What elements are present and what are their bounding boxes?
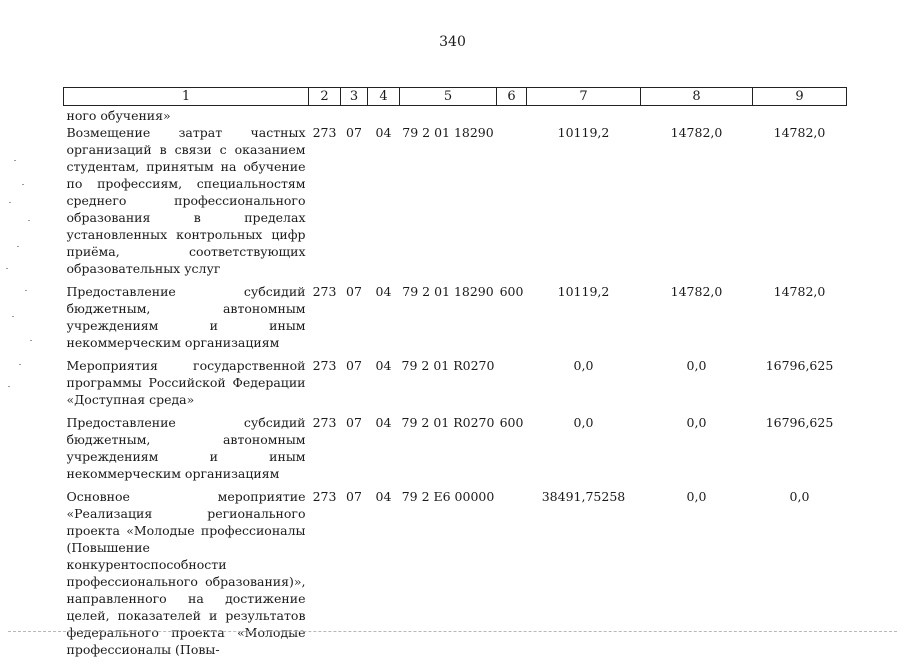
row-target-article: 79 2 01 R0270 [401, 358, 495, 373]
row-subsection-code: 04 [375, 415, 392, 430]
row-section-code: 07 [346, 415, 362, 430]
row-name: Предоставление субсидий бюджетным, автономным учреждениям и иным некоммерческим организациям [66, 415, 306, 481]
header-col-2: 2 [309, 88, 341, 106]
row-expense-type [497, 488, 527, 664]
row-amount-col8: 0,0 [686, 489, 707, 504]
row-expense-type: 600 [499, 284, 524, 299]
header-col-3: 3 [341, 88, 368, 106]
row-amount-col7: 0,0 [573, 358, 594, 373]
row-amount-col8: 0,0 [686, 415, 707, 430]
table-row [64, 357, 847, 414]
header-col-6: 6 [497, 88, 527, 106]
row-name: Предоставление субсидий бюджетным, автономным учреждениям и иным некоммерческим организациям [66, 284, 306, 350]
row-section-code: 07 [346, 358, 362, 373]
row-amount-col7: 38491,75258 [541, 489, 626, 504]
row-target-article: 79 2 E6 00000 [401, 489, 495, 504]
row-amount-col7: 10119,2 [557, 125, 610, 140]
row-name: Мероприятия государственной программы Российской Федерации «Доступная среда» [66, 358, 306, 407]
row-subsection-code: 04 [375, 284, 392, 299]
page-number: 340 [439, 34, 466, 50]
header-col-9: 9 [753, 88, 847, 106]
continued-row [64, 106, 847, 125]
row-subsection-code: 04 [375, 125, 392, 140]
row-amount-col8: 0,0 [686, 358, 707, 373]
header-col-4: 4 [368, 88, 400, 106]
row-subsection-code: 04 [375, 489, 392, 504]
row-name: Возмещение затрат частных организаций в связи с оказанием студентам, принятым на обучение по профессиям, специальностям среднего профессионального образования в пределах установленных контрольных цифр приёма, соответствующих образовательных услуг [66, 125, 306, 276]
header-col-5: 5 [400, 88, 497, 106]
table-row [64, 414, 847, 488]
row-subsection-code: 04 [375, 358, 392, 373]
table-row [64, 488, 847, 664]
row-amount-col9: 14782,0 [773, 284, 826, 299]
row-amount-col9: 0,0 [789, 489, 810, 504]
header-row [64, 88, 847, 106]
row-expense-type [497, 124, 527, 283]
continued-text: ного обучения» [66, 108, 171, 123]
row-amount-col9: 14782,0 [773, 125, 826, 140]
row-target-article: 79 2 01 18290 [402, 125, 494, 140]
row-amount-col7: 0,0 [573, 415, 594, 430]
row-ministry-code: 273 [312, 125, 337, 140]
row-amount-col8: 14782,0 [670, 125, 723, 140]
header-col-7: 7 [527, 88, 641, 106]
row-target-article: 79 2 01 18290 [402, 284, 494, 299]
table-row [64, 124, 847, 283]
header-col-8: 8 [641, 88, 753, 106]
row-amount-col8: 14782,0 [670, 284, 723, 299]
scan-noise [0, 150, 40, 410]
row-name: Основное мероприятие «Реализация регионального проекта «Молодые профессионалы (Повышение конкурентоспособности профессионального образования)», направленного на достижение целей, показателей и результатов федерального проекта «Молодые профессионалы (Повы- [66, 489, 306, 657]
table-row [64, 283, 847, 357]
budget-table [63, 87, 847, 664]
row-section-code: 07 [346, 284, 362, 299]
row-amount-col7: 10119,2 [557, 284, 610, 299]
row-ministry-code: 273 [312, 358, 337, 373]
row-section-code: 07 [346, 125, 362, 140]
row-ministry-code: 273 [312, 489, 337, 504]
row-amount-col9: 16796,625 [765, 358, 834, 373]
row-expense-type: 600 [499, 415, 524, 430]
header-col-1: 1 [64, 88, 309, 106]
row-amount-col9: 16796,625 [765, 415, 834, 430]
row-ministry-code: 273 [312, 415, 337, 430]
row-expense-type [497, 357, 527, 414]
row-target-article: 79 2 01 R0270 [401, 415, 495, 430]
row-section-code: 07 [346, 489, 362, 504]
scan-border-line [8, 631, 897, 633]
row-ministry-code: 273 [312, 284, 337, 299]
